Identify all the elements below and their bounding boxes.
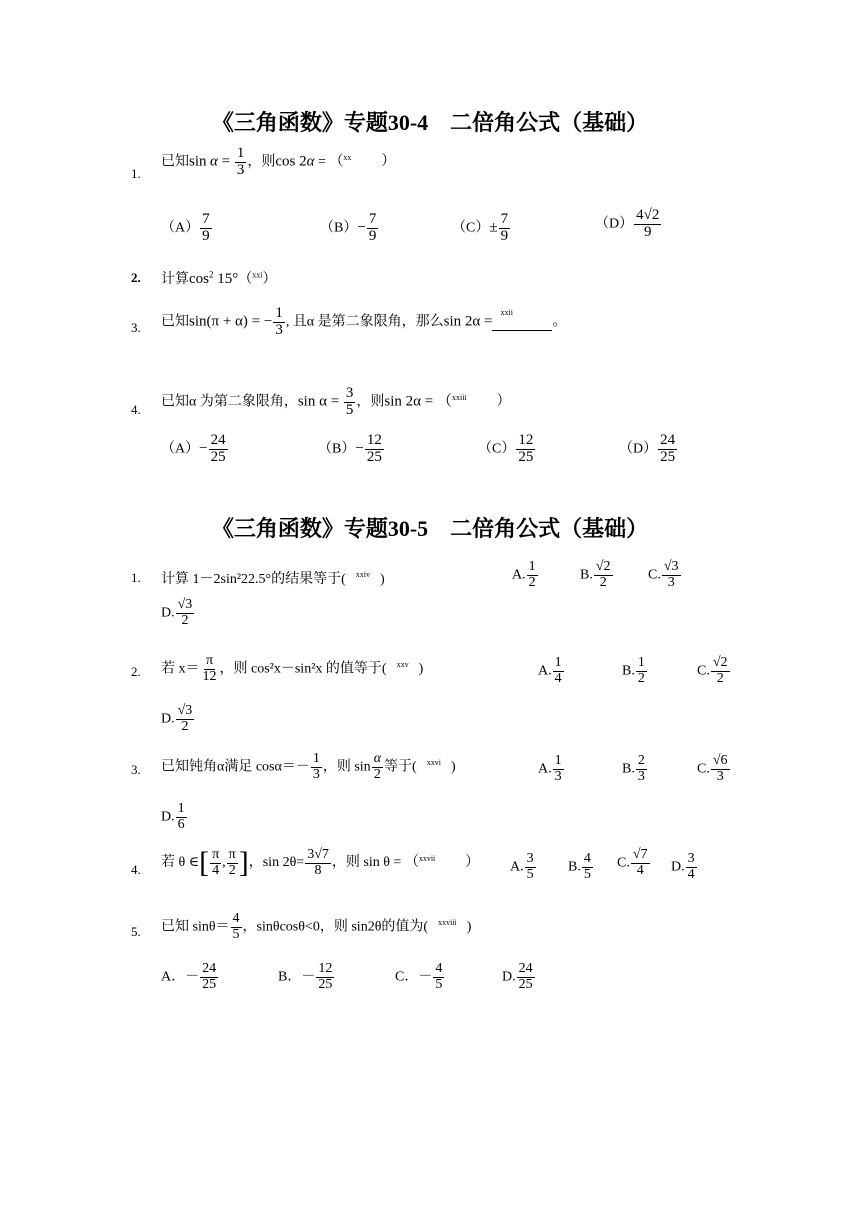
answer-blank[interactable]: xxii (492, 314, 552, 331)
option-c[interactable]: C. $\frac{√2}{2}$ (697, 655, 728, 686)
s2-question-3-stem: 已知钝角α满足 cosα＝－ $\frac{1}{3}$ ，则 sin $\frac{\alpha}{2}$ 等于( $^{xxvi}$ ) (161, 751, 456, 782)
option-d[interactable]: （D） $\frac{4√2}{9}$ (595, 207, 660, 240)
option-d[interactable]: D. $\frac{24}{25}$ (502, 961, 533, 992)
question-number: 3. (131, 762, 141, 777)
option-d[interactable]: D. $\frac{√3}{2}$ (161, 703, 193, 734)
question-2-stem: 计算$\cos^2 15^\circ(^{xxi})$ (161, 269, 277, 287)
s2-question-5-stem: 已知 sinθ＝ $\frac{4}{5}$ ，sinθcosθ<0，则 sin2θ的值为( $^{xxviii}$ ) (161, 911, 472, 942)
question-number: 4. (131, 862, 141, 877)
option-d[interactable]: D. $\frac{√3}{2}$ (161, 597, 193, 628)
section-title-1: 《三角函数》专题30-4 二倍角公式（基础） (211, 110, 649, 135)
option-b[interactable]: B. $\frac{√2}{2}$ (580, 559, 611, 590)
section-title-2: 《三角函数》专题30-5 二倍角公式（基础） (211, 516, 649, 541)
option-b[interactable]: （B）− $\frac{7}{9}$ (320, 211, 377, 244)
option-a[interactable]: （A） $\frac{7}{9}$ (161, 211, 210, 244)
option-c[interactable]: C．－ $\frac{4}{5}$ (395, 961, 443, 992)
option-a[interactable]: A．－ $\frac{24}{25}$ (161, 961, 217, 992)
question-4-stem: 已知α 为第二象限角，sin α = $\frac{3}{5}$ ，则sin 2α = （$^{xxiii}$ ） (161, 385, 511, 418)
question-number: 3. (131, 320, 141, 335)
option-b[interactable]: B．－ $\frac{12}{25}$ (278, 961, 333, 992)
question-3-stem: 已知sin(π + α) = − $\frac{1}{3}$ , 且α 是第二象限角，那么sin 2α = xxii 。 (161, 305, 567, 338)
question-number: 2. (131, 270, 141, 285)
question-number: 2. (131, 664, 141, 679)
question-number: 5. (131, 924, 141, 939)
s2-question-4-stem: 若 θ ∈[ $\frac{\pi}{4}$ , $\frac{\pi}{2}$ ]，sin 2θ= $\frac{3√7}{8}$ ，则 sin θ = （$^{xxvii}$ ） (161, 846, 480, 879)
s2-question-2-stem: 若 x＝ $\frac{\pi}{12}$ ，则 cos²x－sin²x 的值等于( $^{xxv}$ ) (161, 653, 424, 684)
option-d[interactable]: D. $\frac{3}{4}$ (671, 851, 695, 882)
question-number: 1. (131, 166, 141, 181)
option-c[interactable]: C. $\frac{√6}{3}$ (697, 753, 728, 784)
option-c[interactable]: （C） $\frac{12}{25}$ (478, 432, 534, 465)
option-b[interactable]: B. $\frac{2}{3}$ (622, 753, 645, 784)
option-d[interactable]: （D） $\frac{24}{25}$ (619, 432, 676, 465)
question-number: 1. (131, 570, 141, 585)
option-c[interactable]: C. $\frac{√7}{4}$ (617, 847, 648, 878)
option-a[interactable]: A. $\frac{1}{4}$ (538, 655, 562, 686)
option-b[interactable]: （B）− $\frac{12}{25}$ (318, 432, 382, 465)
option-a[interactable]: A. $\frac{1}{3}$ (538, 753, 562, 784)
option-b[interactable]: B. $\frac{4}{5}$ (568, 851, 591, 882)
option-b[interactable]: B. $\frac{1}{2}$ (622, 655, 645, 686)
option-a[interactable]: （A）− $\frac{24}{25}$ (161, 432, 226, 465)
option-c[interactable]: C. $\frac{√3}{3}$ (648, 559, 679, 590)
question-number: 4. (131, 402, 141, 417)
option-d[interactable]: D. $\frac{1}{6}$ (161, 801, 185, 832)
option-a[interactable]: A. $\frac{1}{2}$ (512, 559, 536, 590)
s2-question-1-stem: 计算 1－2sin²22.5°的结果等于( $^{xxiv}$ ) (161, 570, 385, 587)
question-1-stem: 已知sin α = $\frac{1}{3}$ ，则cos 2α = （$^{xx}$ ） (161, 145, 396, 178)
option-c[interactable]: （C）± $\frac{7}{9}$ (452, 211, 509, 244)
option-a[interactable]: A. $\frac{3}{5}$ (510, 851, 534, 882)
